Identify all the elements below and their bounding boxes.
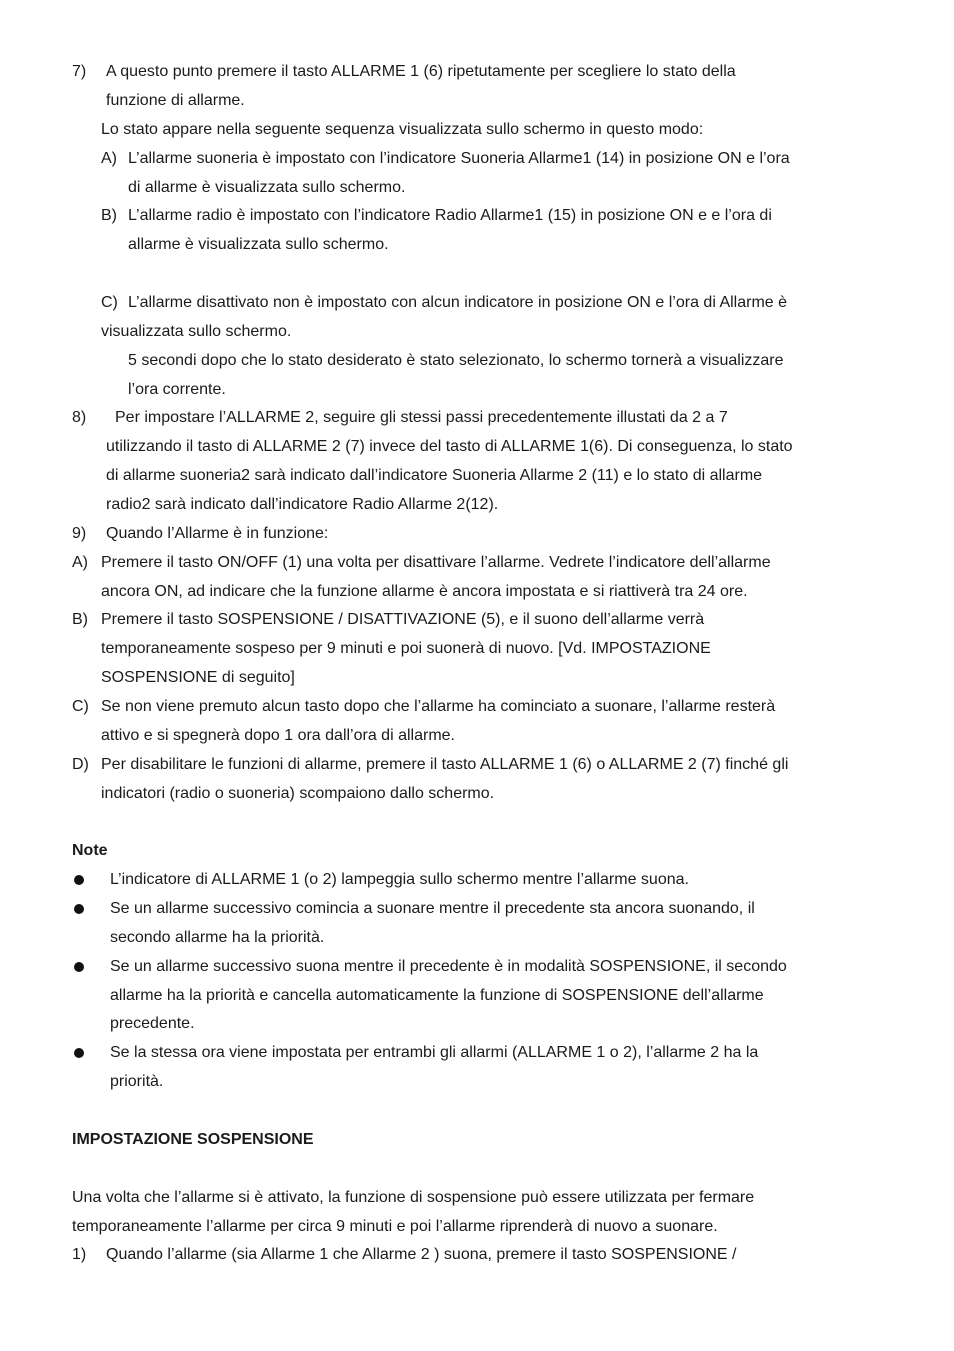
list-marker: 9) xyxy=(72,525,87,542)
text-line: allarme ha la priorità e cancella automaticamente la funzione di SOSPENSIONE dell’allarme xyxy=(110,987,764,1004)
text-line: ancora ON, ad indicare che la funzione allarme è ancora impostata e si riattiverà tra 24 ore. xyxy=(101,583,748,600)
section-heading: IMPOSTAZIONE SOSPENSIONE xyxy=(72,1131,314,1148)
text-line: Se un allarme successivo comincia a suonare mentre il precedente sta ancora suonando, il xyxy=(110,900,755,917)
text-line: attivo e si spegnerà dopo 1 ora dall’ora di allarme. xyxy=(101,727,455,744)
list-marker: A) xyxy=(72,554,88,571)
list-marker: C) xyxy=(101,294,118,311)
text-line: Premere il tasto ON/OFF (1) una volta per disattivare l’allarme. Vedrete l’indicatore dell’allarme xyxy=(101,554,771,571)
text-line: Quando l’allarme (sia Allarme 1 che Allarme 2 ) suona, premere il tasto SOSPENSIONE / xyxy=(106,1246,737,1263)
text-line: Una volta che l’allarme si è attivato, la funzione di sospensione può essere utilizzata per fermare xyxy=(72,1189,755,1206)
list-marker: D) xyxy=(72,756,89,773)
bullet-icon xyxy=(74,875,84,885)
text-line: L’indicatore di ALLARME 1 (o 2) lampeggia sullo schermo mentre l’allarme suona. xyxy=(110,871,689,888)
list-marker: A) xyxy=(101,150,117,167)
text-line: temporaneamente l’allarme per circa 9 minuti e poi l’allarme riprenderà di nuovo a suonare. xyxy=(72,1218,718,1235)
text-line: Per disabilitare le funzioni di allarme, premere il tasto ALLARME 1 (6) o ALLARME 2 (7) finché gli xyxy=(101,756,789,773)
text-line: indicatori (radio o suoneria) scompaiono dallo schermo. xyxy=(101,785,495,802)
list-marker: B) xyxy=(72,611,88,628)
text-line: di allarme suoneria2 sarà indicato dall’indicatore Suoneria Allarme 2 (11) e lo stato di allarme xyxy=(106,467,763,484)
text-line: L’allarme radio è impostato con l’indicatore Radio Allarme1 (15) in posizione ON e e l’ora di xyxy=(128,207,772,224)
bullet-icon xyxy=(74,904,84,914)
text-line: Se la stessa ora viene impostata per entrambi gli allarmi (ALLARME 1 o 2), l’allarme 2 ha la xyxy=(110,1044,759,1061)
section-heading: Note xyxy=(72,842,108,859)
bullet-icon xyxy=(74,962,84,972)
text-line: precedente. xyxy=(110,1015,195,1032)
list-marker: 1) xyxy=(72,1246,87,1263)
text-line: Se un allarme successivo suona mentre il precedente è in modalità SOSPENSIONE, il secondo xyxy=(110,958,787,975)
text-line: priorità. xyxy=(110,1073,164,1090)
text-line: funzione di allarme. xyxy=(106,92,245,109)
text-line: L’allarme suoneria è impostato con l’indicatore Suoneria Allarme1 (14) in posizione ON e l’ora xyxy=(128,150,790,167)
text-line: A questo punto premere il tasto ALLARME 1 (6) ripetutamente per scegliere lo stato della xyxy=(106,63,736,80)
text-line: 5 secondi dopo che lo stato desiderato è stato selezionato, lo schermo tornerà a visualizzare xyxy=(128,352,784,369)
text-line: SOSPENSIONE di seguito] xyxy=(101,669,295,686)
text-line: Premere il tasto SOSPENSIONE / DISATTIVAZIONE (5), e il suono dell’allarme verrà xyxy=(101,611,705,628)
text-line: Per impostare l’ALLARME 2, seguire gli stessi passi precedentemente illustati da 2 a 7 xyxy=(115,409,728,426)
text-line: visualizzata sullo schermo. xyxy=(101,323,292,340)
text-line: Lo stato appare nella seguente sequenza visualizzata sullo schermo in questo modo: xyxy=(101,121,704,138)
text-line: Quando l’Allarme è in funzione: xyxy=(106,525,329,542)
text-line: Se non viene premuto alcun tasto dopo che l’allarme ha cominciato a suonare, l’allarme resterà xyxy=(101,698,776,715)
text-line: di allarme è visualizzata sullo schermo. xyxy=(128,179,406,196)
bullet-icon xyxy=(74,1048,84,1058)
text-line: secondo allarme ha la priorità. xyxy=(110,929,325,946)
list-marker: 7) xyxy=(72,63,87,80)
list-marker: 8) xyxy=(72,409,87,426)
list-marker: C) xyxy=(72,698,89,715)
list-marker: B) xyxy=(101,207,117,224)
text-line: radio2 sarà indicato dall’indicatore Radio Allarme 2(12). xyxy=(106,496,499,513)
text-line: L’allarme disattivato non è impostato con alcun indicatore in posizione ON e l’ora di Allarme è xyxy=(128,294,788,311)
text-line: l’ora corrente. xyxy=(128,381,226,398)
text-line: utilizzando il tasto di ALLARME 2 (7) invece del tasto di ALLARME 1(6). Di conseguenza, lo stato xyxy=(106,438,793,455)
text-line: allarme è visualizzata sullo schermo. xyxy=(128,236,389,253)
text-line: temporaneamente sospeso per 9 minuti e poi suonerà di nuovo. [Vd. IMPOSTAZIONE xyxy=(101,640,711,657)
